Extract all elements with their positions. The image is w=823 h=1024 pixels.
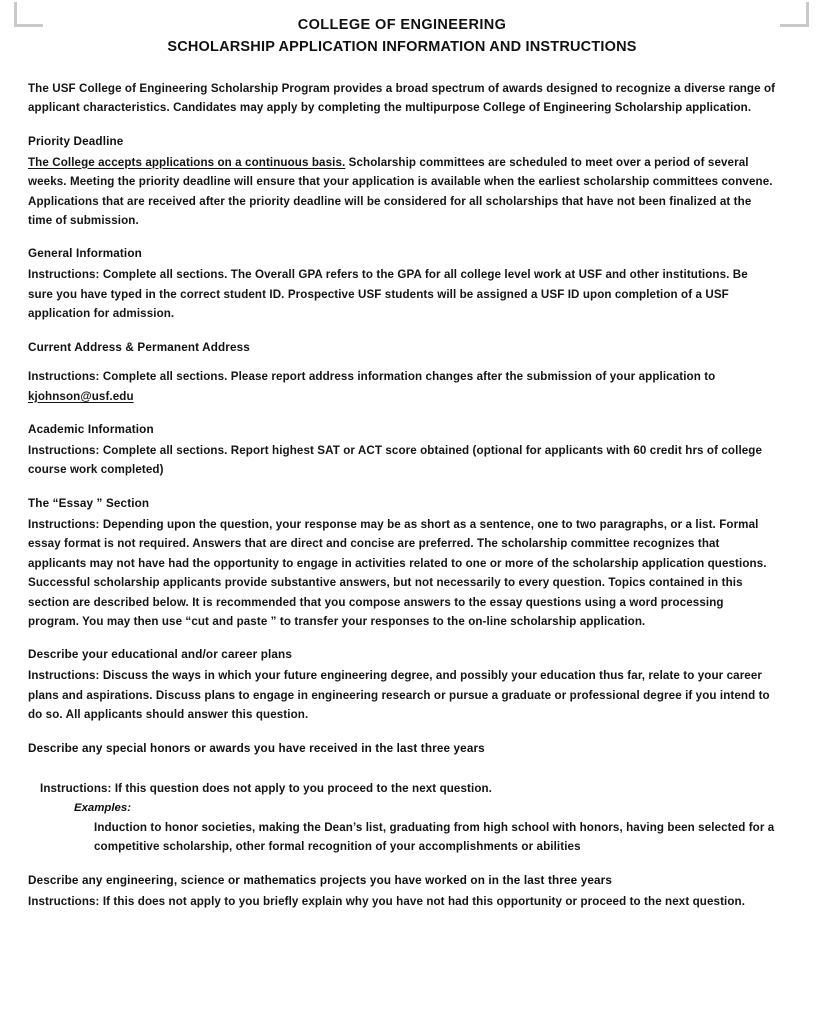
crop-mark-top-right-icon xyxy=(780,2,809,27)
contact-email-link[interactable]: kjohnson@usf.edu xyxy=(28,389,134,403)
section-current-address xyxy=(28,339,776,407)
section-educational-career-plans xyxy=(28,646,776,724)
page-title-line-1: COLLEGE OF ENGINEERING xyxy=(297,17,507,33)
section-heading-educational-career-plans: Describe your educational and/or career plans xyxy=(28,648,292,662)
section-body-academic-information: Instructions: Complete all sections. Report highest SAT or ACT score obtained (optional for applicants with 60 credit hrs of college course work completed) xyxy=(28,443,763,477)
spacer xyxy=(28,759,776,779)
section-heading-current-address: Current Address & Permanent Address xyxy=(28,340,250,354)
intro-paragraph: The USF College of Engineering Scholarship Program provides a broad spectrum of awards designed to recognize a diverse range of applicant characteristics. Candidates may apply by completing the multipurpose College of Engineering Scholarship application. xyxy=(28,81,776,115)
section-academic-information xyxy=(28,421,776,480)
section-body-general-information: Instructions: Complete all sections. The Overall GPA refers to the GPA for all college level work at USF and other institutions. Be sure you have typed in the correct student ID. Prospective USF students will be assigned a USF ID upon completion of a USF application for admission. xyxy=(28,268,748,321)
section-special-honors xyxy=(28,740,776,857)
section-essay xyxy=(28,495,776,632)
intro-block xyxy=(28,79,776,118)
examples-label-special-honors: Examples: xyxy=(74,801,131,814)
current-address-body-text: Instructions: Complete all sections. Please report address information changes after the submission of your application to xyxy=(28,370,716,384)
underlined-lead-sentence: The College accepts applications on a continuous basis. xyxy=(28,155,346,169)
document-content xyxy=(28,14,776,911)
examples-text-special-honors: Induction to honor societies, making the Dean’s list, graduating from high school with honors, having been selected for a competitive scholarship, other formal recognition of your accomplishments or abilities xyxy=(94,820,775,854)
page-title xyxy=(28,14,776,59)
section-body-current-address xyxy=(28,367,776,406)
section-heading-academic-information: Academic Information xyxy=(28,423,154,437)
section-body-special-honors: Instructions: If this question does not apply to you proceed to the next question. xyxy=(40,782,492,796)
section-body-projects: Instructions: If this does not apply to you briefly explain why you have not had this opportunity or proceed to the next question. xyxy=(28,894,746,908)
section-heading-general-information: General Information xyxy=(28,247,142,261)
page-title-line-2: SCHOLARSHIP APPLICATION INFORMATION AND INSTRUCTIONS xyxy=(167,39,637,56)
section-heading-projects: Describe any engineering, science or mathematics projects you have worked on in the last three years xyxy=(28,873,613,887)
priority-deadline-body-text: Scholarship committees are scheduled to meet over a period of several weeks. Meeting the priority deadline will ensure that your application is available when the earliest scholarship committees convene. Applications that are received after the priority deadline will be considered for all scholarships that have not been finalized at the time of submission. xyxy=(28,155,773,227)
section-projects xyxy=(28,872,776,911)
section-priority-deadline xyxy=(28,133,776,231)
section-general-information xyxy=(28,245,776,323)
section-body-priority-deadline xyxy=(28,153,776,231)
section-heading-essay: The “Essay ” Section xyxy=(28,496,150,510)
section-heading-special-honors: Describe any special honors or awards you have received in the last three years xyxy=(28,741,485,755)
section-body-essay: Instructions: Depending upon the question, your response may be as short as a sentence, one to two paragraphs, or a list. Formal essay format is not required. Answers that are direct and concise are preferred. The scholarship committee recognizes that applicants may not have had the opportunity to engage in activities related to one or more of the scholarship application questions. Successful scholarship applicants provide substantive answers, but not necessarily to every question. Topics contained in this section are described below. It is recommended that you compose answers to the essay questions using a word processing program. You may then use “cut and paste ” to transfer your responses to the on-line scholarship application. xyxy=(28,517,767,628)
section-body-educational-career-plans: Instructions: Discuss the ways in which your future engineering degree, and possibly your education thus far, relate to your career plans and aspirations. Discuss plans to engage in engineering research or pursue a graduate or professional degree if you intend to do so. All applicants should answer this question. xyxy=(28,669,770,722)
section-heading-priority-deadline: Priority Deadline xyxy=(28,134,124,148)
spacer xyxy=(28,358,776,367)
